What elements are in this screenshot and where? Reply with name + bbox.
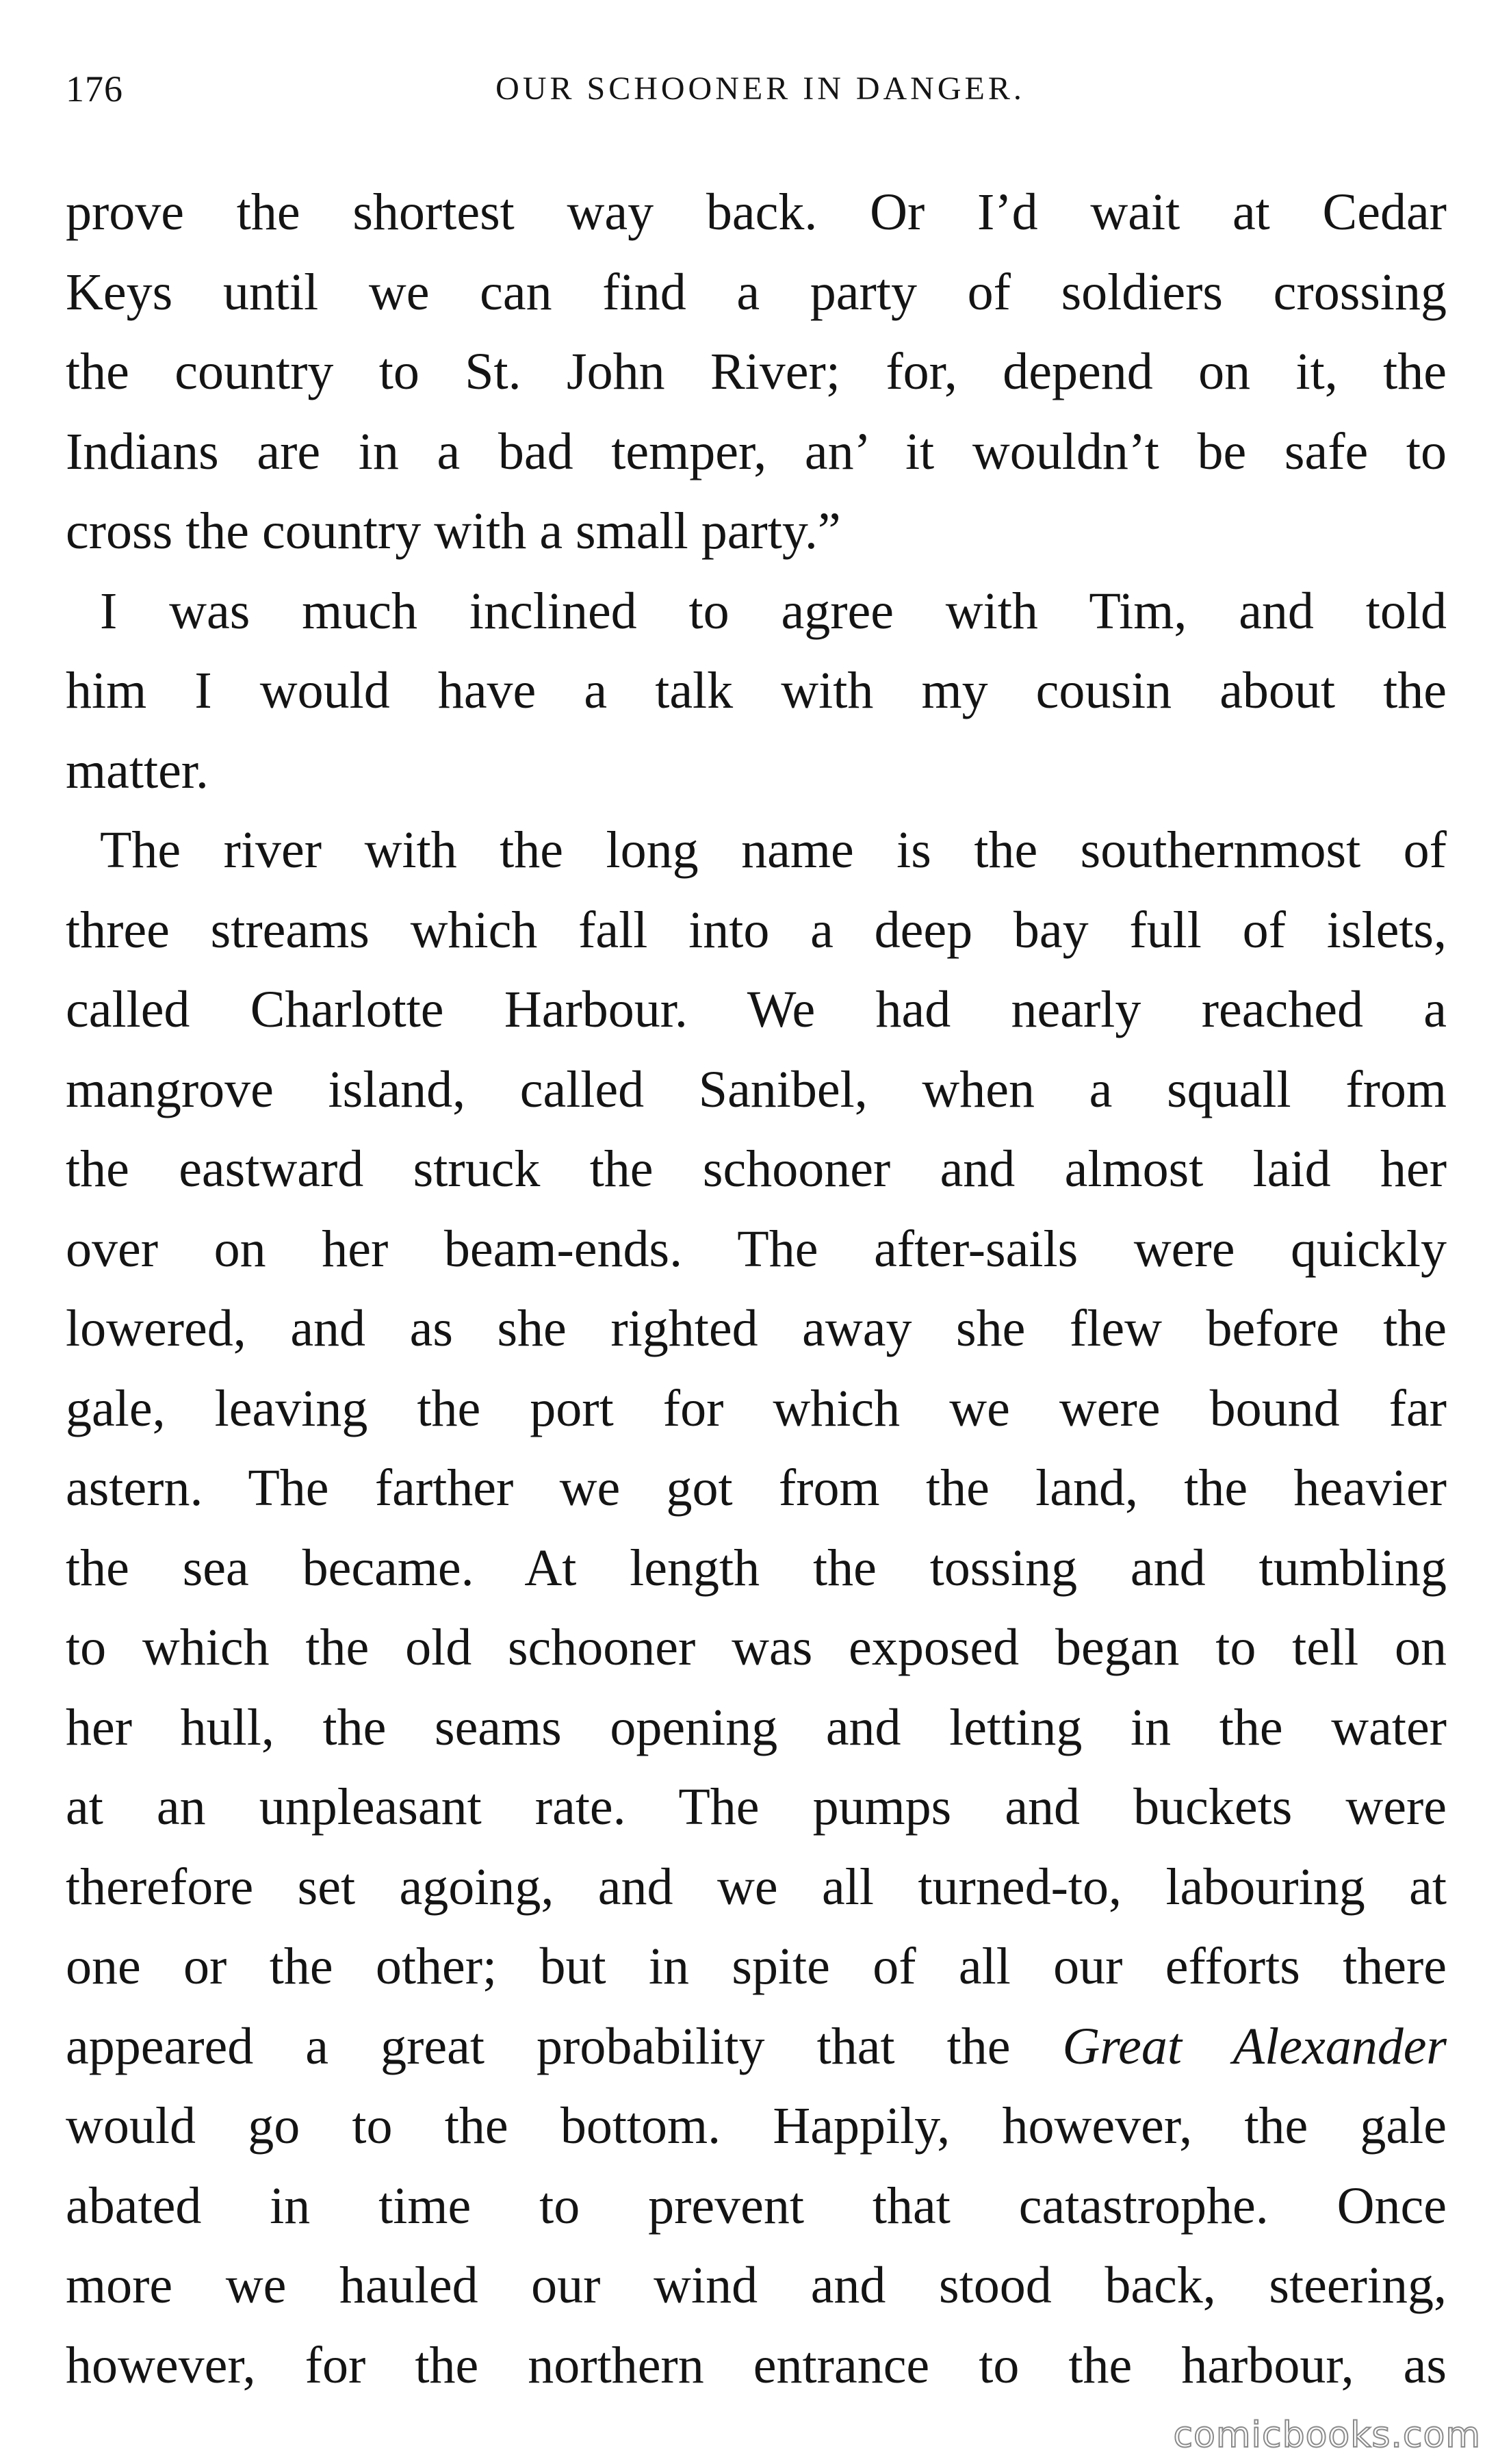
text-line: over on her beam-ends. The after-sails were quickly xyxy=(66,1220,1447,1278)
text-line: I was much inclined to agree with Tim, and told xyxy=(100,582,1447,640)
text-line: the country to St. John River; for, depend on it, the xyxy=(66,343,1447,400)
text-line: the sea became. At length the tossing and tumbling xyxy=(66,1539,1447,1597)
text-line: the eastward struck the schooner and almost laid her xyxy=(66,1140,1447,1198)
text-line: cross the country with a small party.” xyxy=(66,502,841,560)
text-line: at an unpleasant rate. The pumps and buckets were xyxy=(66,1778,1447,1836)
text-line: her hull, the seams opening and letting in the water xyxy=(66,1698,1447,1756)
text-line: Keys until we can find a party of soldiers crossing xyxy=(66,263,1447,321)
text-line-with-ship-name xyxy=(66,2007,1447,2087)
page-number: 176 xyxy=(66,68,123,110)
text-line: mangrove island, called Sanibel, when a squall from xyxy=(66,1060,1447,1118)
body-text xyxy=(66,172,1447,2405)
text-line: would go to the bottom. Happily, however, the gale xyxy=(66,2097,1447,2155)
page-header xyxy=(66,62,1455,116)
text-line: matter. xyxy=(66,741,209,799)
text-line: him I would have a talk with my cousin about the xyxy=(66,662,1447,719)
text-line: one or the other; but in spite of all our efforts there xyxy=(66,1938,1447,1995)
text-line: prove the shortest way back. Or I’d wait at Cedar xyxy=(66,183,1447,241)
text-line: called Charlotte Harbour. We had nearly reached a xyxy=(66,981,1447,1038)
text-line: however, for the northern entrance to the harbour, as xyxy=(66,2336,1447,2394)
watermark: comicbooks.com xyxy=(1173,2415,1481,2456)
text-line: Indians are in a bad temper, an’ it wouldn’t be safe to xyxy=(66,422,1447,480)
text-line: astern. The farther we got from the land, the heavier xyxy=(66,1459,1447,1517)
text-line: to which the old schooner was exposed began to tell on xyxy=(66,1619,1447,1676)
text-line: more we hauled our wind and stood back, steering, xyxy=(66,2257,1447,2314)
text-line: The river with the long name is the southernmost of xyxy=(100,821,1447,879)
text-line: gale, leaving the port for which we were bound far xyxy=(66,1379,1447,1437)
running-head: OUR SCHOONER IN DANGER. xyxy=(495,70,1025,107)
ship-name: Great Alexander xyxy=(1062,2017,1447,2075)
text-line-start: appeared a great probability that the xyxy=(66,2017,1063,2075)
text-line: abated in time to prevent that catastrophe. Once xyxy=(66,2177,1447,2235)
text-line: therefore set agoing, and we all turned-to, labouring at xyxy=(66,1858,1447,1916)
text-line: lowered, and as she righted away she flew before the xyxy=(66,1300,1447,1357)
text-line: three streams which fall into a deep bay full of islets, xyxy=(66,901,1447,959)
